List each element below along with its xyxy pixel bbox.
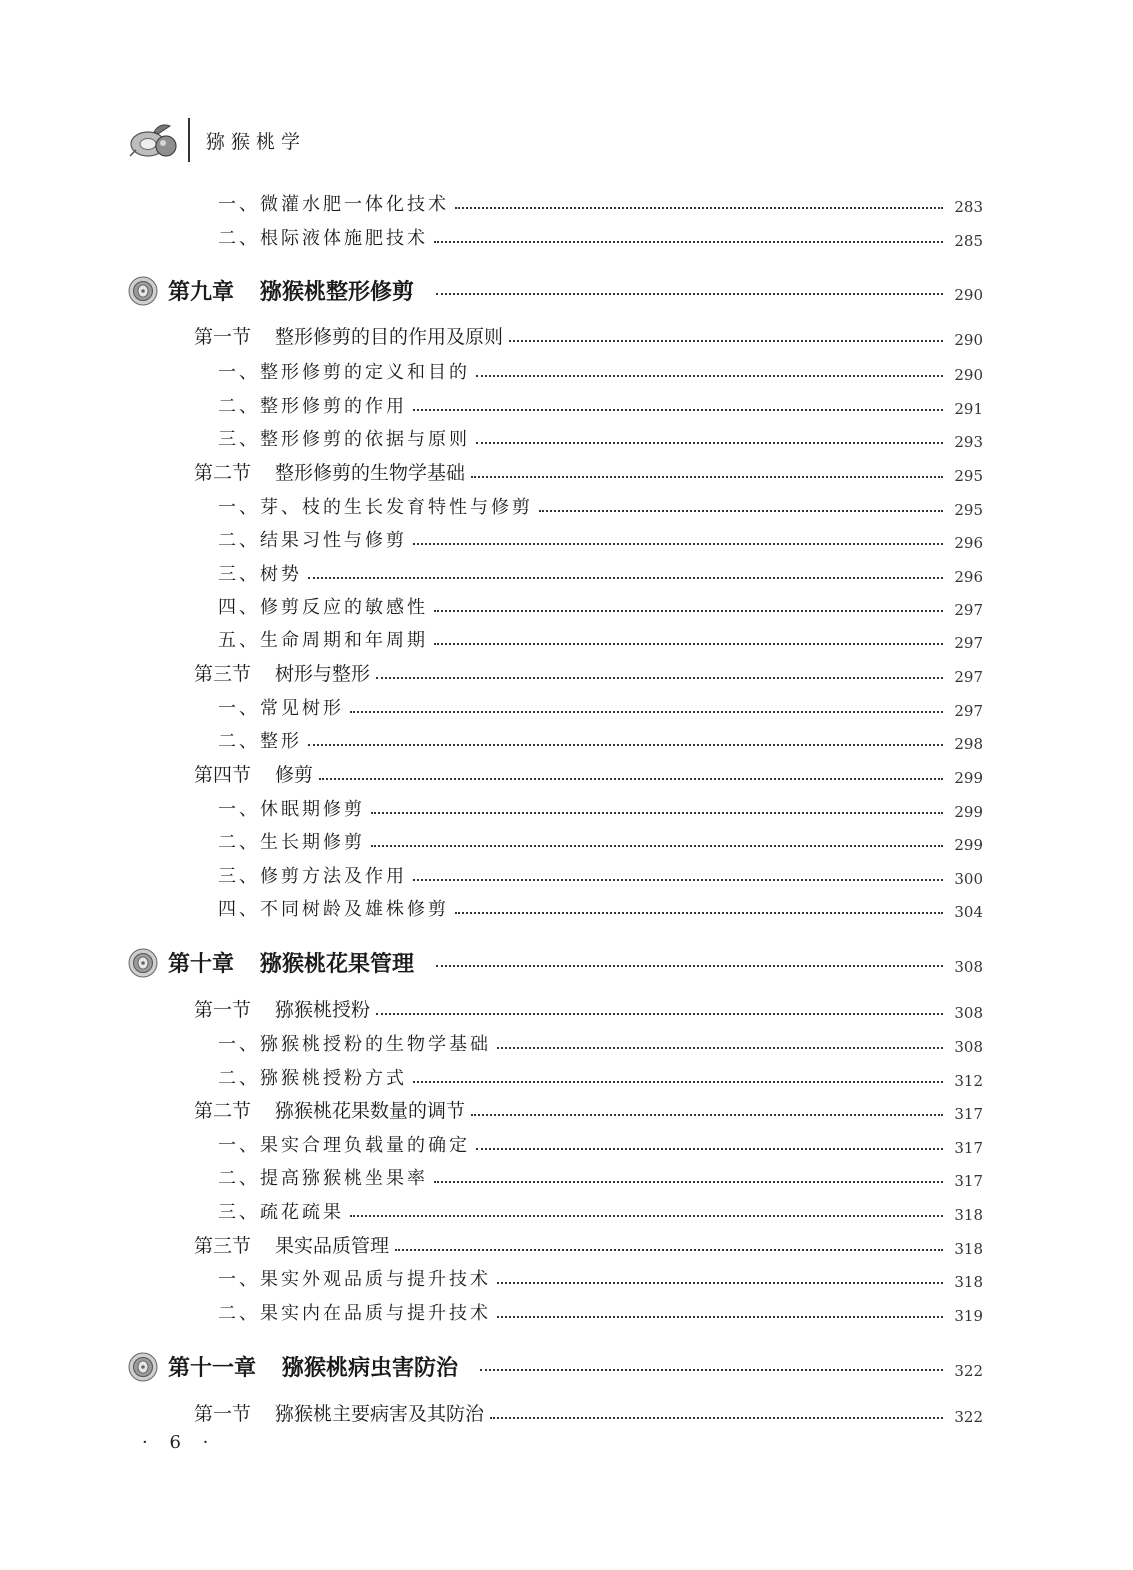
toc-item-row bbox=[218, 791, 983, 821]
toc-page-number: 317 bbox=[954, 1105, 983, 1123]
toc-item-label: 五、生命周期和年周期 bbox=[218, 630, 428, 651]
toc-item-label: 二、生长期修剪 bbox=[218, 832, 365, 853]
toc-item-row bbox=[218, 824, 983, 854]
toc-item-row bbox=[218, 1194, 983, 1224]
toc-chapter-label bbox=[128, 947, 414, 978]
toc-item-label: 二、根际液体施肥技术 bbox=[218, 228, 428, 249]
toc-item-row bbox=[218, 1127, 983, 1157]
dot-leader bbox=[308, 744, 943, 746]
dot-leader bbox=[371, 845, 943, 847]
toc-item-row bbox=[218, 891, 983, 921]
toc-item-label: 一、猕猴桃授粉的生物学基础 bbox=[218, 1034, 491, 1055]
dot-leader bbox=[350, 711, 943, 713]
section-title: 整形修剪的目的作用及原则 bbox=[275, 326, 504, 348]
dot-leader bbox=[480, 1369, 943, 1371]
section-number: 第四节 bbox=[194, 764, 252, 786]
kiwifruit-logo-icon bbox=[128, 120, 180, 160]
dot-leader bbox=[413, 1081, 943, 1083]
toc-item-label: 三、修剪方法及作用 bbox=[218, 866, 407, 887]
dot-leader bbox=[509, 340, 943, 342]
dot-leader bbox=[471, 476, 943, 478]
toc-section-row bbox=[194, 757, 983, 787]
toc-item-row bbox=[218, 556, 983, 586]
dot-leader bbox=[476, 442, 943, 444]
toc-item-row bbox=[218, 589, 983, 619]
dot-leader bbox=[413, 543, 943, 545]
toc-section-label bbox=[194, 1231, 389, 1258]
dot-leader bbox=[371, 812, 943, 814]
toc-page-number: 297 bbox=[954, 668, 983, 686]
dot-leader bbox=[434, 643, 943, 645]
toc-page-number: 293 bbox=[954, 433, 983, 451]
dot-leader bbox=[350, 1215, 943, 1217]
dot-leader bbox=[455, 912, 943, 914]
section-number: 第一节 bbox=[194, 1403, 252, 1425]
dot-leader bbox=[497, 1047, 943, 1049]
toc-section-label bbox=[194, 458, 465, 485]
toc-chapter-label bbox=[128, 1351, 458, 1382]
toc-item-label: 四、不同树龄及雄株修剪 bbox=[218, 899, 449, 920]
section-number: 第三节 bbox=[194, 1235, 252, 1257]
toc-page-number: 296 bbox=[954, 568, 983, 586]
toc-chapter-label bbox=[128, 275, 414, 306]
toc-section-row bbox=[194, 656, 983, 686]
toc-item-label: 一、果实外观品质与提升技术 bbox=[218, 1269, 491, 1290]
toc-page-number: 298 bbox=[954, 735, 983, 753]
toc-item-label: 三、树势 bbox=[218, 564, 302, 585]
toc-item-row bbox=[218, 690, 983, 720]
toc-section-row bbox=[194, 1093, 983, 1123]
dot-leader bbox=[413, 409, 943, 411]
toc-chapter-row bbox=[128, 940, 983, 978]
toc-section-label bbox=[194, 659, 370, 686]
section-number: 第三节 bbox=[194, 663, 252, 685]
toc-section-label bbox=[194, 760, 313, 787]
toc-page-number: 308 bbox=[954, 1004, 983, 1022]
section-title: 修剪 bbox=[275, 764, 314, 786]
toc-page-number: 290 bbox=[954, 286, 983, 304]
toc-item-label: 一、微灌水肥一体化技术 bbox=[218, 194, 449, 215]
toc-item-label: 二、果实内在品质与提升技术 bbox=[218, 1303, 491, 1324]
toc-item-row bbox=[218, 522, 983, 552]
toc-chapter-row bbox=[128, 1344, 983, 1382]
toc-page-number: 296 bbox=[954, 534, 983, 552]
toc-page-number: 285 bbox=[954, 232, 983, 250]
toc-page-number: 297 bbox=[954, 601, 983, 619]
dot-leader bbox=[319, 778, 943, 780]
toc-item-label: 二、结果习性与修剪 bbox=[218, 530, 407, 551]
dot-leader bbox=[490, 1417, 943, 1419]
toc-item-label: 二、整形修剪的作用 bbox=[218, 396, 407, 417]
toc-item-row bbox=[218, 220, 983, 250]
toc-page-number: 318 bbox=[954, 1206, 983, 1224]
book-title: 猕猴桃学 bbox=[206, 130, 307, 153]
chapter-number: 第十一章 bbox=[168, 1356, 257, 1381]
chapter-title: 猕猴桃整形修剪 bbox=[260, 280, 415, 305]
toc-section-row bbox=[194, 455, 983, 485]
toc-section-row bbox=[194, 1228, 983, 1258]
toc-page-number: 295 bbox=[954, 501, 983, 519]
toc-item-label: 四、修剪反应的敏感性 bbox=[218, 597, 428, 618]
toc-item-row bbox=[218, 1295, 983, 1325]
toc-item-row bbox=[218, 1060, 983, 1090]
chapter-title: 猕猴桃花果管理 bbox=[260, 952, 415, 977]
section-title: 整形修剪的生物学基础 bbox=[275, 462, 466, 484]
toc-item-row bbox=[218, 388, 983, 418]
dot-leader bbox=[497, 1316, 943, 1318]
dot-leader bbox=[395, 1249, 943, 1251]
toc-page-number: 299 bbox=[954, 803, 983, 821]
toc-section-label bbox=[194, 322, 503, 349]
toc-item-label: 二、整形 bbox=[218, 731, 302, 752]
toc-item-label: 三、疏花疏果 bbox=[218, 1202, 344, 1223]
toc-item-row bbox=[218, 1261, 983, 1291]
dot-leader bbox=[434, 241, 943, 243]
chapter-number: 第九章 bbox=[168, 280, 235, 305]
toc-page-number: 317 bbox=[954, 1139, 983, 1157]
toc-item-label: 一、果实合理负载量的确定 bbox=[218, 1135, 470, 1156]
running-header bbox=[128, 118, 306, 162]
toc-page-number: 290 bbox=[954, 366, 983, 384]
toc-chapter-row bbox=[128, 268, 983, 306]
toc-item-row bbox=[218, 622, 983, 652]
toc-page-number: 322 bbox=[954, 1408, 983, 1426]
toc-page-number: 283 bbox=[954, 198, 983, 216]
chapter-number: 第十章 bbox=[168, 952, 235, 977]
chapter-badge-icon bbox=[128, 276, 158, 306]
toc-page-number: 295 bbox=[954, 467, 983, 485]
toc-item-label: 一、休眠期修剪 bbox=[218, 799, 365, 820]
dot-leader bbox=[455, 207, 943, 209]
section-number: 第一节 bbox=[194, 999, 252, 1021]
section-title: 树形与整形 bbox=[275, 663, 371, 685]
toc-item-label: 二、猕猴桃授粉方式 bbox=[218, 1068, 407, 1089]
toc-page-number: 299 bbox=[954, 836, 983, 854]
dot-leader bbox=[376, 677, 943, 679]
dot-leader bbox=[471, 1114, 943, 1116]
toc-item-row bbox=[218, 354, 983, 384]
toc-section-row bbox=[194, 319, 983, 349]
page-number: · 6 · bbox=[142, 1432, 217, 1453]
toc-page-number: 322 bbox=[954, 1362, 983, 1380]
chapter-badge-icon bbox=[128, 1352, 158, 1382]
dot-leader bbox=[308, 577, 943, 579]
toc-page-number: 319 bbox=[954, 1307, 983, 1325]
toc-item-label: 一、整形修剪的定义和目的 bbox=[218, 362, 470, 383]
toc-page-number: 312 bbox=[954, 1072, 983, 1090]
section-title: 果实品质管理 bbox=[275, 1235, 390, 1257]
toc-section-label bbox=[194, 995, 370, 1022]
toc-page-number: 318 bbox=[954, 1273, 983, 1291]
toc-item-row bbox=[218, 1026, 983, 1056]
dot-leader bbox=[476, 1148, 943, 1150]
toc-item-label: 一、常见树形 bbox=[218, 698, 344, 719]
section-number: 第二节 bbox=[194, 1100, 252, 1122]
toc-item-row bbox=[218, 1160, 983, 1190]
dot-leader bbox=[413, 879, 943, 881]
dot-leader bbox=[539, 510, 943, 512]
chapter-title: 猕猴桃病虫害防治 bbox=[282, 1356, 459, 1381]
toc-item-row bbox=[218, 489, 983, 519]
toc-page-number: 304 bbox=[954, 903, 983, 921]
header-divider bbox=[188, 118, 190, 162]
dot-leader bbox=[476, 375, 943, 377]
toc-page-number: 297 bbox=[954, 634, 983, 652]
dot-leader bbox=[376, 1013, 943, 1015]
toc-page-number: 308 bbox=[954, 958, 983, 976]
section-title: 猕猴桃花果数量的调节 bbox=[275, 1100, 466, 1122]
dot-leader bbox=[497, 1282, 943, 1284]
toc-section-label bbox=[194, 1399, 484, 1426]
chapter-badge-icon bbox=[128, 948, 158, 978]
dot-leader bbox=[434, 610, 943, 612]
toc-item-row bbox=[218, 186, 983, 216]
dot-leader bbox=[436, 965, 943, 967]
section-number: 第二节 bbox=[194, 462, 252, 484]
toc-page-number: 299 bbox=[954, 769, 983, 787]
toc-page-number: 300 bbox=[954, 870, 983, 888]
toc-section-label bbox=[194, 1096, 465, 1123]
toc-item-row bbox=[218, 858, 983, 888]
toc-item-label: 一、芽、枝的生长发育特性与修剪 bbox=[218, 497, 533, 518]
toc-item-row bbox=[218, 723, 983, 753]
toc-section-row bbox=[194, 1396, 983, 1426]
toc-item-label: 三、整形修剪的依据与原则 bbox=[218, 429, 470, 450]
toc-item-row bbox=[218, 421, 983, 451]
dot-leader bbox=[436, 293, 943, 295]
toc-page-number: 318 bbox=[954, 1240, 983, 1258]
toc-page-number: 290 bbox=[954, 331, 983, 349]
toc-section-row bbox=[194, 992, 983, 1022]
section-title: 猕猴桃主要病害及其防治 bbox=[275, 1403, 485, 1425]
dot-leader bbox=[434, 1181, 943, 1183]
toc-page-number: 291 bbox=[954, 400, 983, 418]
section-title: 猕猴桃授粉 bbox=[275, 999, 371, 1021]
toc-page-number: 317 bbox=[954, 1172, 983, 1190]
toc-item-label: 二、提高猕猴桃坐果率 bbox=[218, 1168, 428, 1189]
toc-page-number: 297 bbox=[954, 702, 983, 720]
section-number: 第一节 bbox=[194, 326, 252, 348]
toc-page-number: 308 bbox=[954, 1038, 983, 1056]
